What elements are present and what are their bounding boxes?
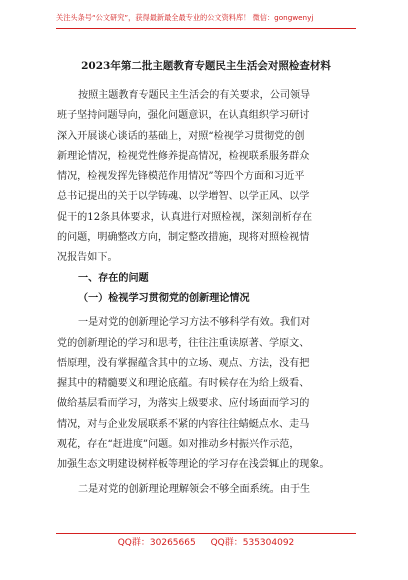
footer-divider [56,533,356,534]
document-body [57,86,357,500]
section-heading: 一、存在的问题 [78,272,149,284]
header-banner: 关注头条号“公文研究”，获得最新最全最专业的公文资料库！ 微信：gongwenyj [56,13,314,22]
body-line: 班子坚持问题导向，强化问题意识，在认真组织学习研讨 [57,110,310,122]
body-line: 二是对党的创新理论理解领会不够全面系统。由于生 [78,483,311,495]
footer-qq-group-1: QQ群：30265665 [117,538,196,548]
body-line: 促干的12条具体要求，认真进行对照检视，深刻剖析存在 [57,211,313,223]
subsection-heading: （一）检视学习贯彻党的创新理论情况 [78,292,250,304]
body-line: 的问题，明确整改方向，制定整改措施，现将对照检视情 [57,232,310,244]
body-line: 总书记提出的关于以学铸魂、以学增智、以学正风、以学 [57,191,310,203]
body-line: 党的创新理论的学习和思考，往往注重读原著、学原文、 [57,337,310,349]
body-line: 况报告如下。 [57,252,118,264]
footer-contacts [56,537,356,549]
header-divider [56,28,356,29]
body-line: 情况，检视发挥先锋模范作用情况”等四个方面和习近平 [57,171,305,183]
body-line: 情况，对与企业发展联系不紧的内容往往蜻蜓点水、走马 [57,418,310,430]
body-line: 新理论情况，检视党性修养提高情况，检视联系服务群众 [57,150,310,162]
body-line: 深入开展谈心谈话的基础上，对照“检视学习贯彻党的创 [57,130,305,142]
document-title: 2023年第二批主题教育专题民主生活会对照检查材料 [81,60,331,72]
body-line: 加强生态文明建设树样板等理论的学习存在浅尝辄止的现象。 [57,459,330,471]
body-line: 一是对党的创新理论学习方法不够科学有效。我们对 [78,317,311,329]
body-line: 观花，存在“赶进度”问题。如对推动乡村振兴作示范， [57,439,300,451]
body-line: 按照主题教育专题民主生活会的有关要求，公司领导 [78,90,311,101]
body-line: 做给基层看而学习，为落实上级要求、应付场面而学习的 [57,398,310,410]
body-line: 握其中的精髓要义和理论底蕴。有时候存在为给上级看、 [57,378,310,390]
body-line: 悟原理，没有掌握蕴含其中的立场、观点、方法，没有把 [57,357,310,369]
footer-qq-group-2: QQ群：535304092 [210,538,295,548]
